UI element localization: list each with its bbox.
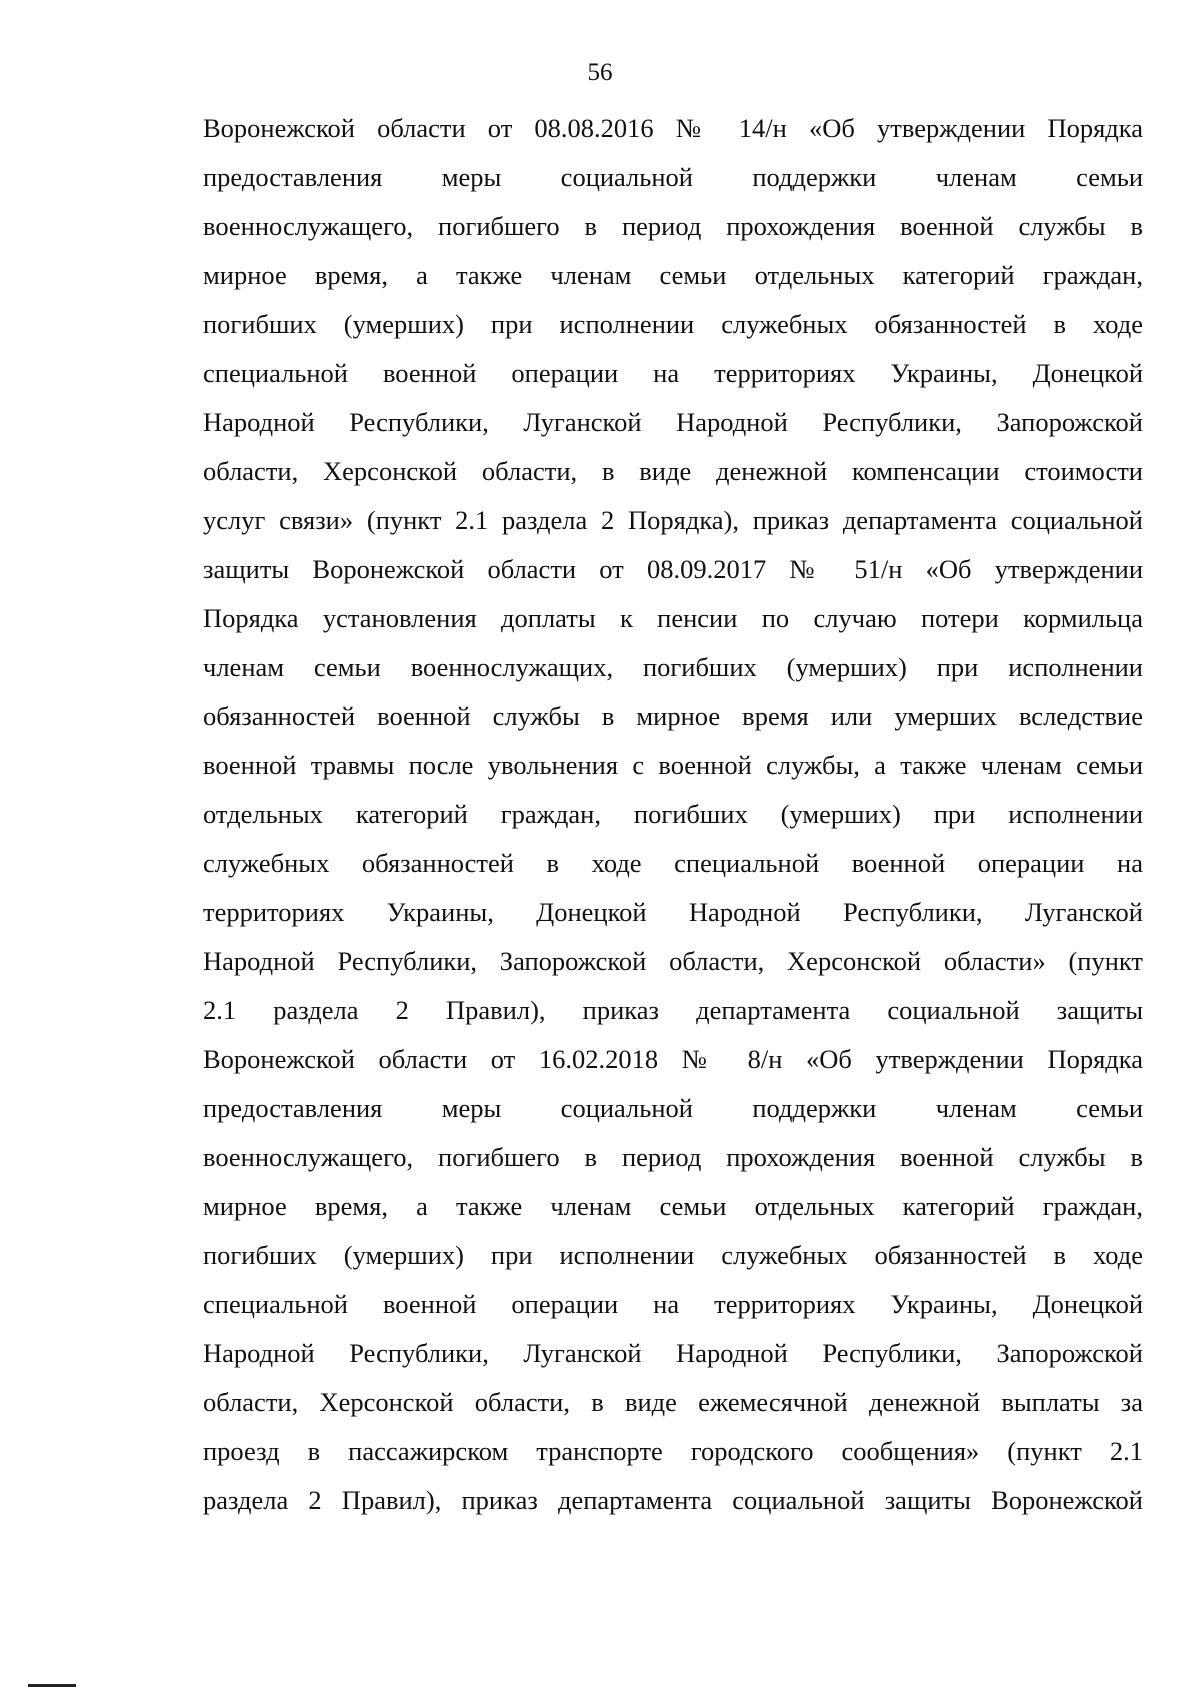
page-number: 56: [587, 59, 613, 86]
text-line: Народной Республики, Луганской Народной Республики, Запорожской: [203, 407, 1143, 437]
text-line: Народной Республики, Луганской Народной Республики, Запорожской: [203, 1338, 1143, 1368]
text-line: раздела 2 Правил), приказ департамента социальной защиты Воронежской: [203, 1485, 1143, 1515]
text-line: услуг связи» (пункт 2.1 раздела 2 Порядка), приказ департамента социальной: [203, 505, 1143, 535]
text-line: области, Херсонской области, в виде денежной компенсации стоимости: [203, 456, 1143, 486]
text-line: предоставления меры социальной поддержки членам семьи: [203, 1093, 1143, 1123]
text-line: защиты Воронежской области от 08.09.2017 № 51/н «Об утверждении: [203, 554, 1143, 584]
text-line: отдельных категорий граждан, погибших (умерших) при исполнении: [203, 799, 1143, 829]
text-line: предоставления меры социальной поддержки членам семьи: [203, 162, 1143, 192]
text-line: мирное время, а также членам семьи отдельных категорий граждан,: [203, 260, 1143, 290]
text-line: области, Херсонской области, в виде ежемесячной денежной выплаты за: [203, 1387, 1143, 1417]
text-line: проезд в пассажирском транспорте городского сообщения» (пункт 2.1: [203, 1436, 1143, 1466]
text-line: военнослужащего, погибшего в период прохождения военной службы в: [203, 211, 1143, 241]
text-line: территориях Украины, Донецкой Народной Республики, Луганской: [203, 897, 1143, 927]
text-line: 2.1 раздела 2 Правил), приказ департамента социальной защиты: [203, 995, 1143, 1025]
text-line: специальной военной операции на территориях Украины, Донецкой: [203, 358, 1143, 388]
text-line: служебных обязанностей в ходе специальной военной операции на: [203, 848, 1143, 878]
text-line: специальной военной операции на территориях Украины, Донецкой: [203, 1289, 1143, 1319]
text-line: военнослужащего, погибшего в период прохождения военной службы в: [203, 1142, 1143, 1172]
text-line: Порядка установления доплаты к пенсии по случаю потери кормильца: [203, 603, 1143, 633]
body-text: [203, 104, 1143, 1525]
margin-mark: [28, 1684, 76, 1687]
text-line: членам семьи военнослужащих, погибших (умерших) при исполнении: [203, 652, 1143, 682]
text-line: погибших (умерших) при исполнении служебных обязанностей в ходе: [203, 309, 1143, 339]
text-line: мирное время, а также членам семьи отдельных категорий граждан,: [203, 1191, 1143, 1221]
text-line: Воронежской области от 16.02.2018 № 8/н «Об утверждении Порядка: [203, 1044, 1143, 1074]
text-line: Народной Республики, Запорожской области, Херсонской области» (пункт: [203, 946, 1143, 976]
text-line: обязанностей военной службы в мирное время или умерших вследствие: [203, 701, 1143, 731]
text-line: Воронежской области от 08.08.2016 № 14/н «Об утверждении Порядка: [203, 113, 1143, 143]
text-line: военной травмы после увольнения с военной службы, а также членам семьи: [203, 750, 1143, 780]
text-line: погибших (умерших) при исполнении служебных обязанностей в ходе: [203, 1240, 1143, 1270]
